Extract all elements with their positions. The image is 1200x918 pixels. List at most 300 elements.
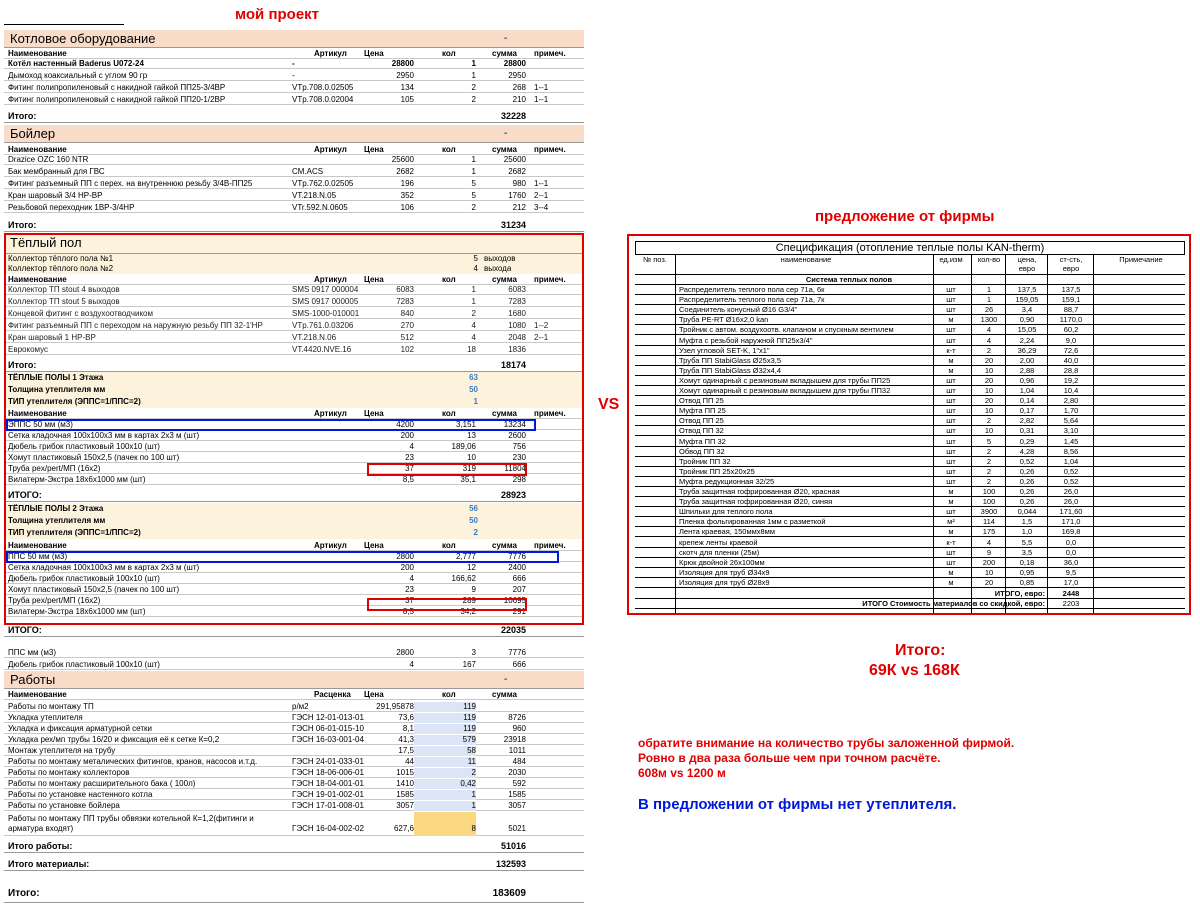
spec-item-unit: шт [946,396,956,406]
spec-row [635,295,1185,305]
floor1-area: 63 [469,373,478,382]
spec-item-qty: 5 [986,436,992,446]
works-row [4,779,584,789]
epps-highlight [6,419,536,431]
spec-item-price: 2,24 [1019,335,1035,345]
item-sum: 484 [512,757,526,766]
item-qty: 1 [414,801,476,811]
spec-item-unit: м [948,315,954,325]
spec-row [635,437,1185,447]
spec-item-name: крепеж ленты краевой [679,537,758,547]
item-name: Кран шаровый 3/4 НР-ВР [8,191,103,200]
item-name: Фитинг разъемный ПП с перех. на внутреннюю резьбу 3/4В-ПП25 [8,179,253,188]
item-qty: 1 [471,155,476,164]
spec-item-unit: м [948,527,954,537]
col-price-header: Цена [364,409,384,418]
col-sum-header: сумма [492,145,517,154]
water-heater-total-value: 31234 [500,220,526,230]
spec-item-unit: к-т [946,537,956,547]
item-price: 8,5 [402,475,414,484]
item-name: Фитинг полипропиленовый с накидной гайкой ПП20-1/2ВР [8,95,226,104]
floor2-total-row [4,623,584,637]
collector-outlets-unit: выходов [484,254,516,263]
spec-item-total: 5,64 [1063,416,1079,426]
item-qty: 58 [414,746,476,756]
col-article-header: Артикул [314,541,347,550]
col-article-header: Артикул [314,49,347,58]
item-price: 200 [400,431,414,440]
spec-item-price: 0,95 [1019,567,1035,577]
item-qty: 1 [471,297,476,306]
item-article: VT.218.N.06 [292,333,337,342]
spec-item-price: 2,88 [1019,365,1035,375]
spec-item-qty: 2 [986,466,992,476]
item-name: Бак мембранный для ГВС [8,167,105,176]
col-sum-header: сумма [492,690,517,699]
item-price: 512 [400,333,414,342]
spec-item-qty: 175 [982,527,996,537]
item-price: 4 [409,442,414,451]
spec-vline [675,255,676,613]
item-article: SMS 0917 000005 [292,297,359,306]
water-heater-total-row [4,218,584,232]
item-name: Работы по установке настенного котла [8,790,153,799]
spec-col-note: Примечание [1119,255,1163,264]
warm-floor-total-label: Итого: [8,360,37,370]
grand-total-label: Итого: [8,888,40,899]
boiler-section-header [4,30,584,48]
spec-item-total: 0,0 [1065,537,1077,547]
works-last-price: 627,6 [393,824,414,833]
spec-row [635,477,1185,487]
spec-item-unit: шт [946,426,956,436]
spec-item-total: 0,0 [1065,547,1077,557]
item-article: SMS-1000-010001 [292,309,360,318]
spec-row [635,507,1185,517]
floor1-total-value: 28923 [500,490,526,500]
spec-vline [1005,255,1006,613]
item-name: Работы по монтажу расширительного бака ( 100л) [8,779,196,788]
item-sum: 28800 [503,59,526,68]
spec-item-unit: шт [946,305,956,315]
spec-row [635,396,1185,406]
item-price: 4 [409,574,414,583]
item-price: 25600 [391,155,414,164]
floor2-pipe-highlight [367,598,527,611]
spec-row [635,517,1185,527]
spec-row [635,366,1185,376]
item-name: Работы по установке бойлера [8,801,120,810]
item-qty: 2 [471,95,476,104]
item-sum: 10695 [503,596,526,605]
col-sum-header: сумма [492,49,517,58]
item-name: Работы по монтажу ТП [8,702,94,711]
works-last-name-line2: арматура входят) [8,824,74,833]
spec-item-price: 0,26 [1019,487,1035,496]
spec-item-price: 159,05 [1015,295,1039,305]
item-qty: 4 [471,321,476,330]
item-price: 4200 [396,420,414,429]
spec-item-qty: 9 [986,547,992,557]
item-sum: 1760 [508,191,526,200]
item-sum: 1836 [508,345,526,354]
spec-item-unit: шт [946,325,956,335]
item-rate: р/м2 [292,702,309,711]
spec-item-name: Узел угловой SET-K, 1"x1" [679,345,770,355]
works-row [4,724,584,734]
spec-item-total: 28,8 [1063,365,1079,375]
item-rate: ГЭСН 17-01-008-01 [292,801,364,810]
item-price: 8,5 [402,607,414,616]
item-sum: 25600 [503,155,526,164]
item-name: Коллектор ТП stout 4 выходов [8,285,120,294]
item-price: 23 [405,453,414,462]
spec-item-name: Труба защитная гофрированная Ø20, синяя [679,497,833,507]
spec-item-total: 1170,0 [1059,315,1083,325]
item-price: 73,6 [398,713,414,722]
spec-item-unit: шт [946,507,956,517]
col-qty-header: кол [442,275,456,284]
works-last-sum: 5021 [508,824,526,833]
spec-item-name: Распределитель теплого пола сер 71а, 7к [679,295,825,305]
item-price: 7283 [396,297,414,306]
item-name: Вилатерм-Экстра 18x6x1000 мм (шт) [8,607,146,616]
spec-item-name: Соединитель конусный Ø16 G3/4" [679,305,798,315]
spec-item-name: Тройник ПП 25x20x25 [679,466,755,476]
floor2-area: 56 [469,504,478,513]
spec-col-pos: № поз. [643,255,667,264]
floor1-pipe-highlight [367,463,527,476]
col-article-header: Артикул [314,145,347,154]
item-article: VTr.592.N.0605 [292,203,348,212]
spec-item-unit: шт [946,285,956,294]
spec-item-qty: 3900 [980,507,998,517]
top-rule [4,24,124,25]
item-article: - [292,59,295,68]
floor2-insulation-label: Толщина утеплителя мм [8,516,106,525]
pps-highlight [6,551,559,563]
spec-item-price: 3,5 [1021,547,1033,557]
item-price: 37 [405,596,414,605]
item-sum: 2048 [508,333,526,342]
spec-item-name: Отвод ПП 25 [679,416,724,426]
col-qty-header: кол [442,690,456,699]
spec-row [635,538,1185,548]
works-row [4,757,584,767]
spec-item-name: Труба PE-RT Ø16x2,0 kan [679,315,769,325]
item-qty: 18 [467,345,476,354]
collector-outlets-unit: выхода [484,264,512,273]
works-last-rate: ГЭСН 16-04-002-02 [292,824,364,833]
spec-item-name: Труба защитная гофрированная Ø20, красная [679,487,840,496]
item-article: VT.218.N.05 [292,191,337,200]
item-article: SMS 0917 000004 [292,285,359,294]
boiler-row [4,83,584,93]
spec-item-name: Крюк двойной 26x100мм [679,557,765,567]
item-name: Drazice OZC 160 NTR [8,155,89,164]
materials-total-row [4,857,584,871]
spec-item-unit: шт [946,476,956,486]
works-section-title: Работы [10,672,56,687]
col-name-header: Наименование [8,145,67,154]
item-rate: ГЭСН 18-06-006-01 [292,768,364,777]
boiler-row [4,59,584,69]
item-name: Дюбель грибок пластиковый 100x10 (шт) [8,660,160,669]
item-price: 1015 [396,768,414,777]
spec-row [635,568,1185,578]
item-price: 352 [400,191,414,200]
spec-item-total: 169,8 [1061,527,1081,537]
boiler-section-dash: - [504,33,508,44]
item-qty: 4 [471,333,476,342]
spec-item-total: 171,0 [1061,517,1081,527]
floor2-type-value: 2 [473,528,478,537]
spec-title: Спецификация (отопление теплые полы KAN-therm) [635,241,1185,255]
item-qty: 5 [471,179,476,188]
col-sum-header: сумма [492,409,517,418]
item-sum: 960 [512,724,526,733]
item-rate: ГЭСН 24-01-033-01 [292,757,364,766]
grand-total-value: 183609 [492,888,526,899]
item-qty: 3,151 [455,420,476,429]
item-sum: 1585 [508,790,526,799]
spec-item-unit: шт [946,335,956,345]
item-price: 270 [400,321,414,330]
spec-item-qty: 20 [984,375,994,385]
spec-item-qty: 10 [984,386,994,395]
spec-item-price: 0,26 [1019,497,1035,507]
spec-item-unit: шт [946,386,956,395]
item-qty: 2 [471,203,476,212]
item-sum: 2950 [508,71,526,80]
col-note-header: примеч. [534,541,566,550]
spec-col-total-unit: евро [1062,264,1080,273]
item-price: 3057 [396,801,414,810]
pipe-note-line2: Ровно в два раза больше чем при точном расчёте. [638,751,941,765]
spec-item-price: 1,0 [1021,527,1033,537]
water-heater-section-dash: - [504,128,508,139]
extra-row [4,648,584,658]
item-price: 4 [409,660,414,669]
item-sum: 7283 [508,297,526,306]
item-qty: 1 [471,59,476,68]
spec-vline [971,255,972,613]
spec-item-price: 0,14 [1019,396,1035,406]
item-qty: 5 [471,191,476,200]
spec-item-total: 19,2 [1063,375,1079,385]
water-heater-table-header [4,145,584,155]
item-article: CM.ACS [292,167,324,176]
item-article: VTp.762.0.02505 [292,179,354,188]
boiler-total-row [4,109,584,123]
boiler-section-title: Котловое оборудование [10,31,156,46]
col-price-header: Цена [364,690,384,699]
item-price: 1585 [396,790,414,799]
spec-item-unit: шт [946,456,956,466]
spec-item-price: 0,26 [1019,466,1035,476]
item-name: Хомут пластиковый 150x2,5 (пачек по 100 шт) [8,585,180,594]
spec-item-total: 1,45 [1063,436,1079,446]
works-row [4,768,584,778]
col-note-header: примеч. [534,49,566,58]
spec-row [635,497,1185,507]
spec-col-qty: кол-во [977,255,1001,264]
spec-item-price: 0,26 [1019,476,1035,486]
item-name: Дюбель грибок пластиковый 100x10 (шт) [8,442,160,451]
item-sum: 230 [512,453,526,462]
extra-row [4,660,584,670]
spec-item-unit: шт [946,375,956,385]
spec-item-total: 60,2 [1063,325,1079,335]
item-qty: 2 [471,309,476,318]
col-article-header: Артикул [314,409,347,418]
spec-item-qty: 20 [984,396,994,406]
item-price: 1410 [396,779,414,788]
item-name: Кран шаровый 1 НР-ВР [8,333,96,342]
spec-item-name: Отвод ПП 32 [679,426,724,436]
spec-item-total: 2,80 [1063,396,1079,406]
spec-col-price: цена, [1017,255,1037,264]
water-heater-section-title: Бойлер [10,126,56,141]
spec-item-unit: шт [946,557,956,567]
item-sum: 666 [512,574,526,583]
item-qty: 319 [462,464,476,473]
boiler-row [4,95,584,105]
spec-item-price: 0,29 [1019,436,1035,446]
spec-item-qty: 10 [984,365,994,375]
item-qty: 119 [414,713,476,723]
spec-row [635,386,1185,396]
spec-item-total: 0,52 [1063,476,1079,486]
floor2-type-label: ТИП утеплителя (ЭППС=1/ППС=2) [8,528,141,537]
item-sum: 666 [512,660,526,669]
pipe-note-line1: обратите внимание на количество трубы заложенной фирмой. [638,736,1015,750]
item-sum: 7776 [508,552,526,561]
spec-item-unit: м [948,577,954,587]
spec-item-unit: шт [946,295,956,305]
spec-row [635,285,1185,295]
item-rate: ГЭСН 19-01-002-01 [292,790,364,799]
item-note: 1--1 [534,179,549,188]
col-name-header: Наименование [8,275,67,284]
spec-item-total: 88,7 [1063,305,1079,315]
item-sum: 207 [512,585,526,594]
spec-item-name: Лента краевая, 150ммx8мм [679,527,775,537]
item-sum: 268 [512,83,526,92]
item-sum: 1011 [508,746,526,755]
item-name: Фитинг полипропиленовый с накидной гайкой ПП25-3/4ВР [8,83,226,92]
firm-specification [627,234,1191,615]
spec-item-price: 137,5 [1017,285,1037,294]
item-qty: 167 [462,660,476,669]
spec-header-row [635,255,1185,275]
item-qty: 166,62 [451,574,476,583]
item-qty: 119 [414,702,476,712]
item-qty: 289 [462,596,476,605]
item-note: 1--1 [534,83,549,92]
item-sum: 980 [512,179,526,188]
item-price: 17,5 [398,746,414,755]
col-name-header: Наименование [8,690,67,699]
water-heater-row [4,155,584,165]
item-name: Укладка и фиксация арматурной сетки [8,724,152,733]
item-price: 41,3 [398,735,414,744]
col-price-header: Цена [364,49,384,58]
col-qty-header: кол [442,145,456,154]
item-qty: 9 [471,585,476,594]
works-section-dash: - [504,674,508,685]
item-article: VTp.761.0.03206 [292,321,354,330]
item-qty: 579 [414,735,476,745]
spec-item-total: 3,10 [1063,426,1079,436]
col-sum-header: сумма [492,541,517,550]
item-price: 23 [405,585,414,594]
grand-total-row [4,885,584,903]
spec-item-price: 0,96 [1019,375,1035,385]
spec-col-name: наименование [780,255,832,264]
spec-row [635,416,1185,426]
water-heater-row [4,191,584,201]
item-sum: 3057 [508,801,526,810]
spec-discount-row [635,599,1185,609]
spec-item-total: 1,04 [1063,456,1079,466]
item-price: 2800 [396,648,414,657]
item-qty: 2,777 [455,552,476,561]
spec-row [635,487,1185,497]
spec-item-qty: 2 [986,416,992,426]
item-sum: 8726 [508,713,526,722]
item-sum: 1680 [508,309,526,318]
spec-row [635,325,1185,335]
item-price: 2950 [396,71,414,80]
spec-item-price: 5,5 [1021,537,1033,547]
spec-item-name: Шпильки для теплого пола [679,507,773,517]
spec-item-name: Муфта редукционная 32/25 [679,476,775,486]
spec-item-unit: м [948,355,954,365]
item-price: 200 [400,563,414,572]
item-name: ППС мм (м3) [8,648,56,657]
floor1-type-label: ТИП утеплителя (ЭППС=1/ППС=2) [8,397,141,406]
item-qty: 189,06 [451,442,476,451]
item-sum: 13234 [503,420,526,429]
spec-item-qty: 4 [986,325,992,335]
spec-item-total: 36,0 [1063,557,1079,567]
spec-item-total: 72,6 [1063,345,1079,355]
collector-name: Коллектор тёплого пола №1 [8,254,114,263]
spec-item-unit: м [948,567,954,577]
item-qty: 1 [414,790,476,800]
item-price: 102 [400,345,414,354]
col-note-header: примеч. [534,409,566,418]
col-name-header: Наименование [8,49,67,58]
spec-item-qty: 100 [982,497,996,507]
spec-item-total: 171,60 [1059,507,1083,517]
spec-item-qty: 4 [986,335,992,345]
works-last-row [4,812,584,836]
item-name: Сетка кладочная 100x100x3 мм в картах 2x3 м (шт) [8,431,200,440]
spec-item-unit: шт [946,446,956,456]
item-sum: 291 [512,607,526,616]
materials-total-value: 132593 [495,859,526,869]
warm-floor-section-title: Тёплый пол [10,235,82,250]
spec-item-unit: шт [946,406,956,416]
spec-row [635,426,1185,436]
spec-item-qty: 1300 [980,315,998,325]
floor1-insulation-value: 50 [469,385,478,394]
item-sum: 756 [512,442,526,451]
spec-item-name: Отвод ПП 25 [679,396,724,406]
spec-row [635,457,1185,467]
